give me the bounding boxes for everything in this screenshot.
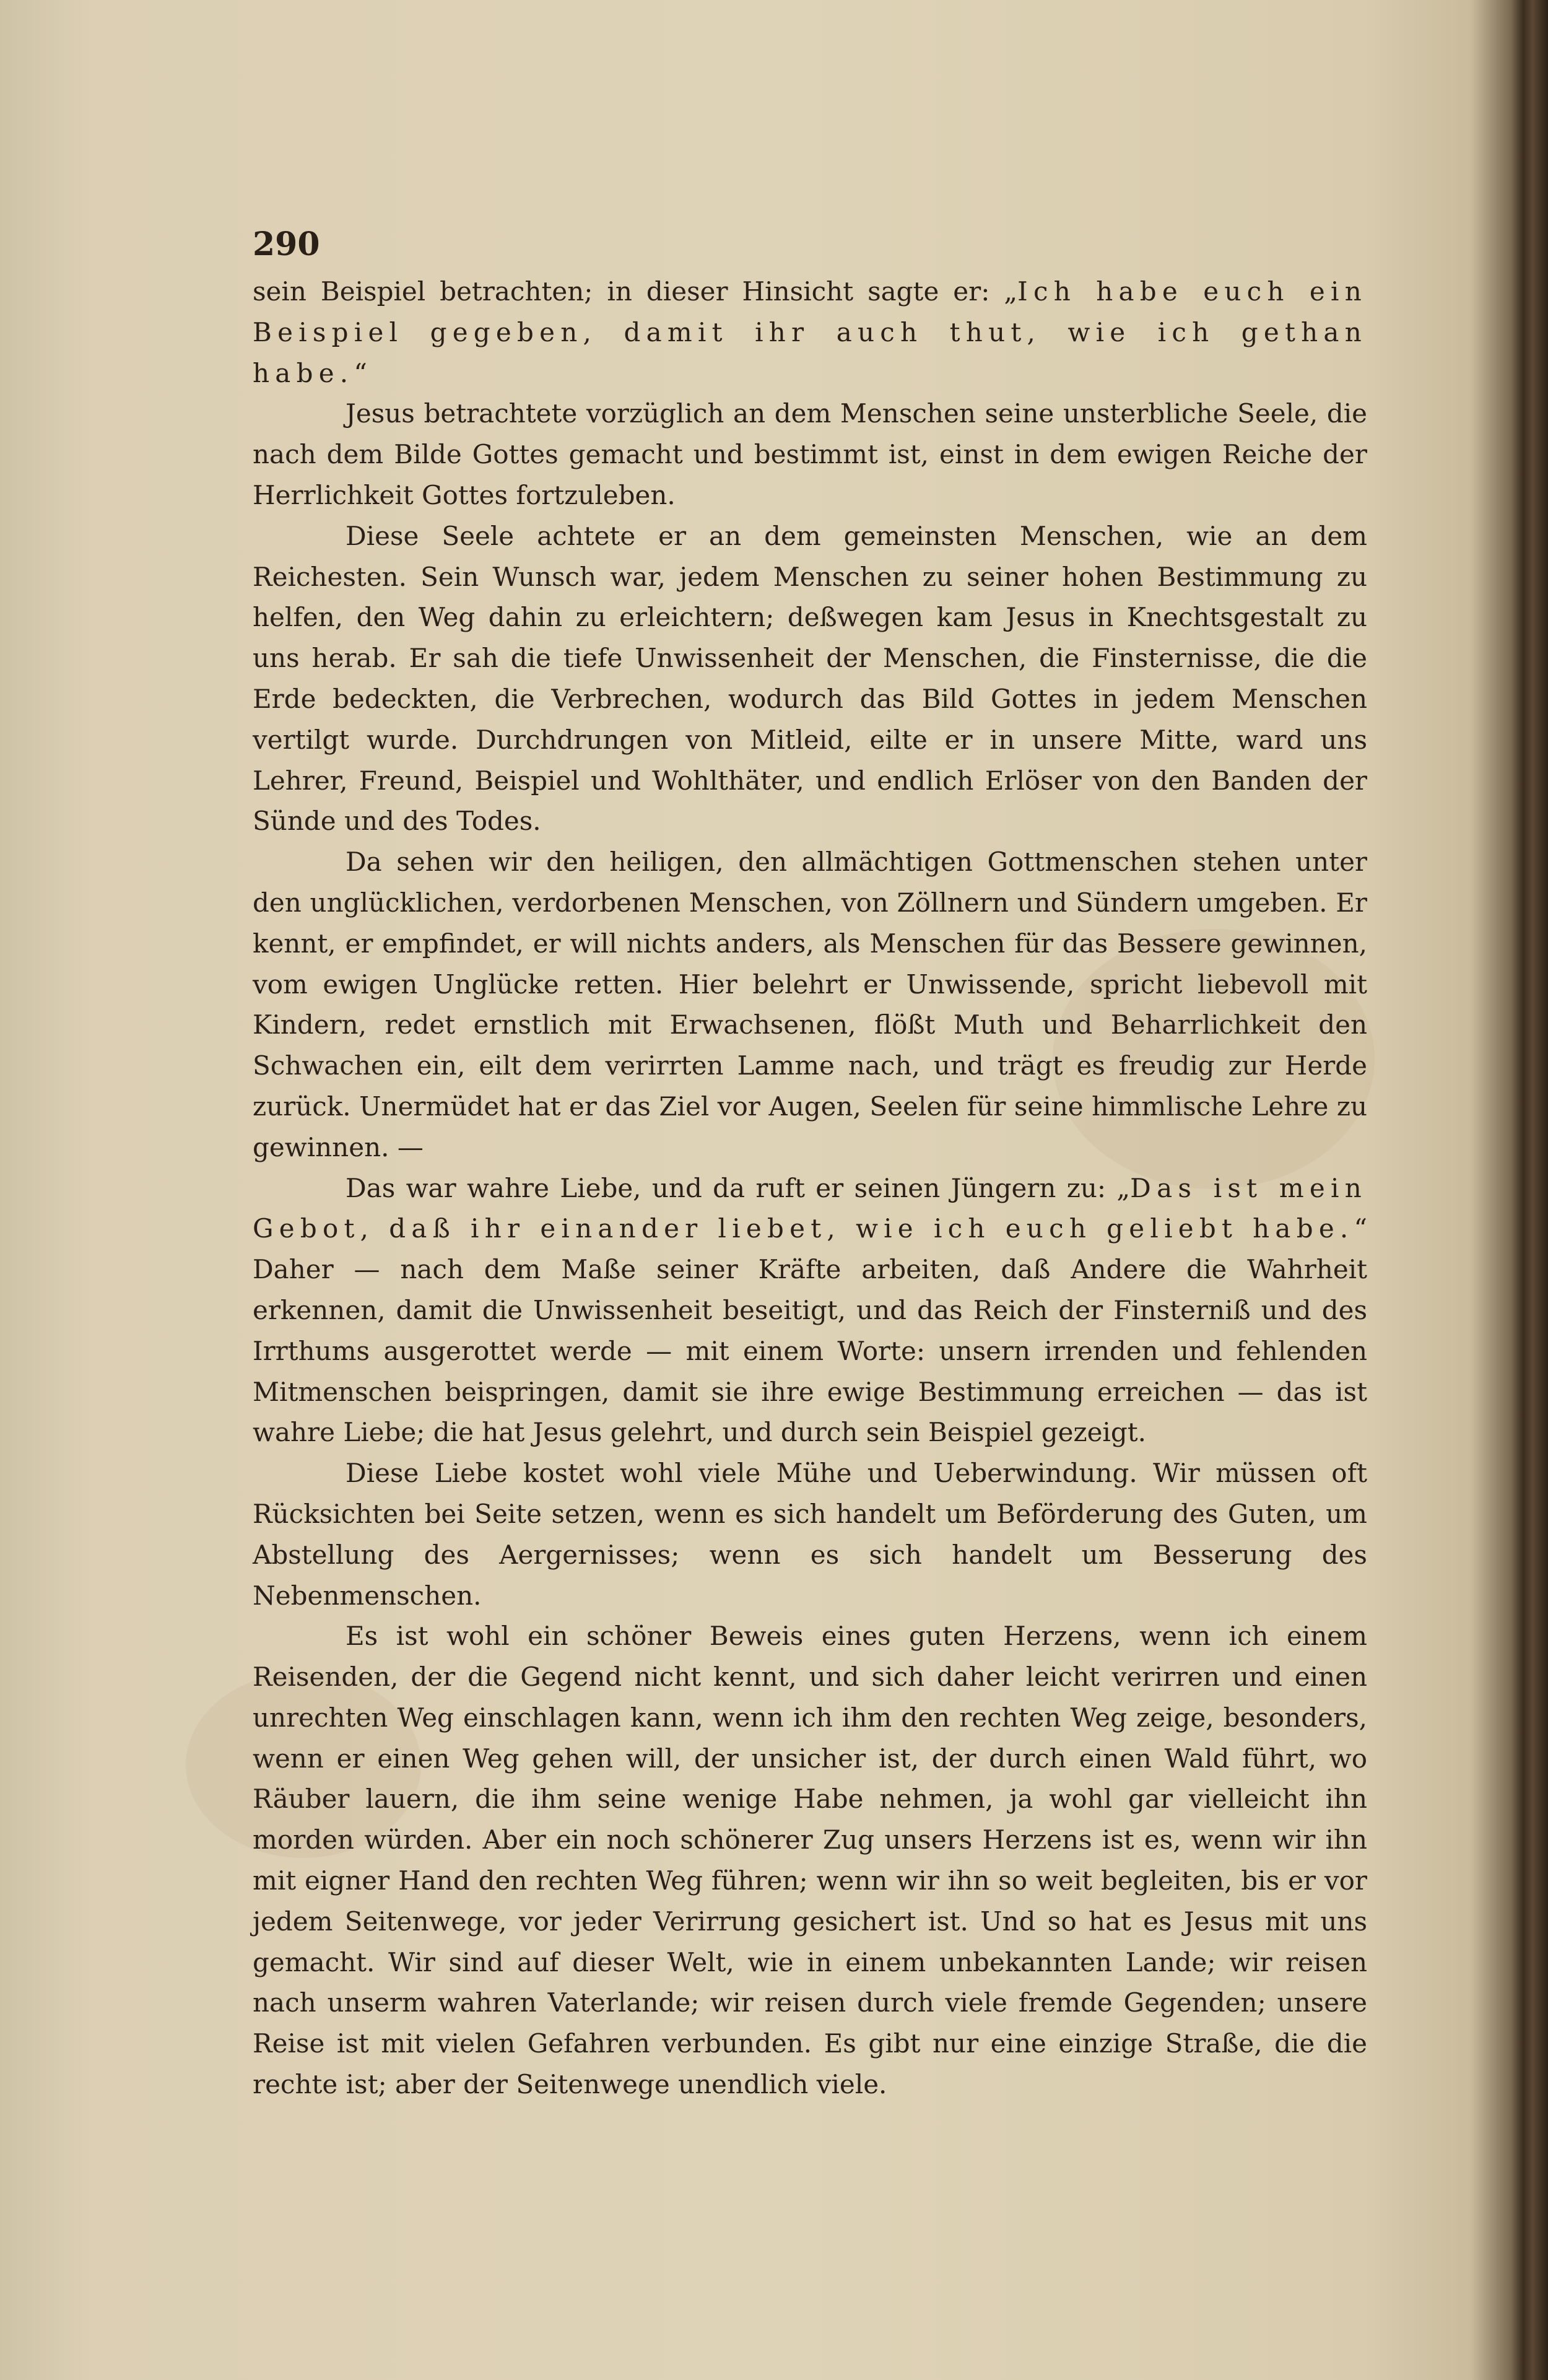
text-segment: sein Beispiel betrachten; in dieser Hinsicht sagte er: „	[253, 276, 1018, 307]
text-segment: Es ist wohl ein schöner Beweis eines guten Herzens, wenn ich einem Reisenden, der die Gegend nicht kennt, und sich daher leicht verirren und einen unrechten Weg einschlagen kann, wenn ich ihm den rechten Weg zeige, besonders, wenn er einen Weg gehen will, der unsicher ist, der durch einen Wald führt, wo Räuber lauern, die ihm seine wenige Habe nehmen, ja wohl gar vielleicht ihn morden würden. Aber ein noch schönerer Zug unsers Herzens ist es, wenn wir ihn mit eigner Hand den rechten Weg führen; wenn wir ihn so weit begleiten, bis er vor jedem Seitenwege, vor jeder Verirrung gesichert ist. Und so hat es Jesus mit uns gemacht. Wir sind auf dieser Welt, wie in einem unbekannten Lande; wir reisen nach unserm wahren Vaterlande; wir reisen durch viele fremde Gegenden; unsere Reise ist mit vielen Gefahren verbunden. Es gibt nur eine einzige Straße, die die rechte ist; aber der Seitenwege unendlich viele.	[253, 1621, 1367, 2100]
emphasized-quote: Das ist mein Gebot, daß ihr einander liebet, wie ich euch geliebt habe.	[253, 1172, 1367, 1244]
emphasized-quote: Ich habe euch ein Beispiel gegeben, damit ihr auch thut, wie ich gethan habe.	[253, 276, 1367, 388]
paragraph-4	[253, 842, 1367, 1167]
paragraph-5	[253, 1168, 1367, 1454]
paragraph-7	[253, 1616, 1367, 2105]
page-number: 290	[253, 225, 320, 263]
text-segment: Diese Liebe kostet wohl viele Mühe und Ueberwindung. Wir müssen oft Rücksichten bei Seite setzen, wenn es sich handelt um Beförderung des Guten, um Abstellung des Aergernisses; wenn es sich handelt um Besserung des Nebenmenschen.	[253, 1458, 1367, 1611]
page-text-block	[253, 223, 1367, 2155]
text-segment: “ Daher — nach dem Maße seiner Kräfte arbeiten, daß Andere die Wahrheit erkennen, damit die Unwissenheit beseitigt, und das Reich der Finsterniß und des Irrthums ausgerottet werde — mit einem Worte: unsern irrenden und fehlenden Mitmenschen beispringen, damit sie ihre ewige Bestimmung erreichen — das ist wahre Liebe; die hat Jesus gelehrt, und durch sein Beispiel gezeigt.	[253, 1213, 1367, 1448]
paragraph-3	[253, 516, 1367, 842]
text-segment: “	[354, 357, 367, 388]
paragraph-2	[253, 393, 1367, 515]
paragraph-1	[253, 271, 1367, 393]
text-segment: Da sehen wir den heiligen, den allmächtigen Gottmenschen stehen unter den unglücklichen, verdorbenen Menschen, von Zöllnern und Sündern umgeben. Er kennt, er empfindet, er will nichts anders, als Menschen für das Bessere gewinnen, vom ewigen Unglücke retten. Hier belehrt er Unwissende, spricht liebevoll mit Kindern, redet ernstlich mit Erwachsenen, flößt Muth und Beharrlichkeit den Schwachen ein, eilt dem verirrten Lamme nach, und trägt es freudig zur Herde zurück. Unermüdet hat er das Ziel vor Augen, Seelen für seine himmlische Lehre zu gewinnen. —	[253, 847, 1367, 1162]
text-segment: Das war wahre Liebe, und da ruft er seinen Jüngern zu: „	[346, 1172, 1131, 1203]
text-segment: Jesus betrachtete vorzüglich an dem Menschen seine unsterbliche Seele, die nach dem Bilde Gottes gemacht und bestimmt ist, einst in dem ewigen Reiche der Herrlichkeit Gottes fortzuleben.	[253, 398, 1367, 510]
paragraph-6	[253, 1453, 1367, 1616]
paragraphs-container	[253, 271, 1367, 2105]
text-segment: Diese Seele achtete er an dem gemeinsten Menschen, wie an dem Reichesten. Sein Wunsch war, jedem Menschen zu seiner hohen Bestimmung zu helfen, den Weg dahin zu erleichtern; deßwegen kam Jesus in Knechtsgestalt zu uns herab. Er sah die tiefe Unwissenheit der Menschen, die Finsternisse, die die Erde bedeckten, die Verbrechen, wodurch das Bild Gottes in jedem Menschen vertilgt wurde. Durchdrungen von Mitleid, eilte er in unsere Mitte, ward uns Lehrer, Freund, Beispiel und Wohlthäter, und endlich Erlöser von den Banden der Sünde und des Todes.	[253, 520, 1367, 837]
